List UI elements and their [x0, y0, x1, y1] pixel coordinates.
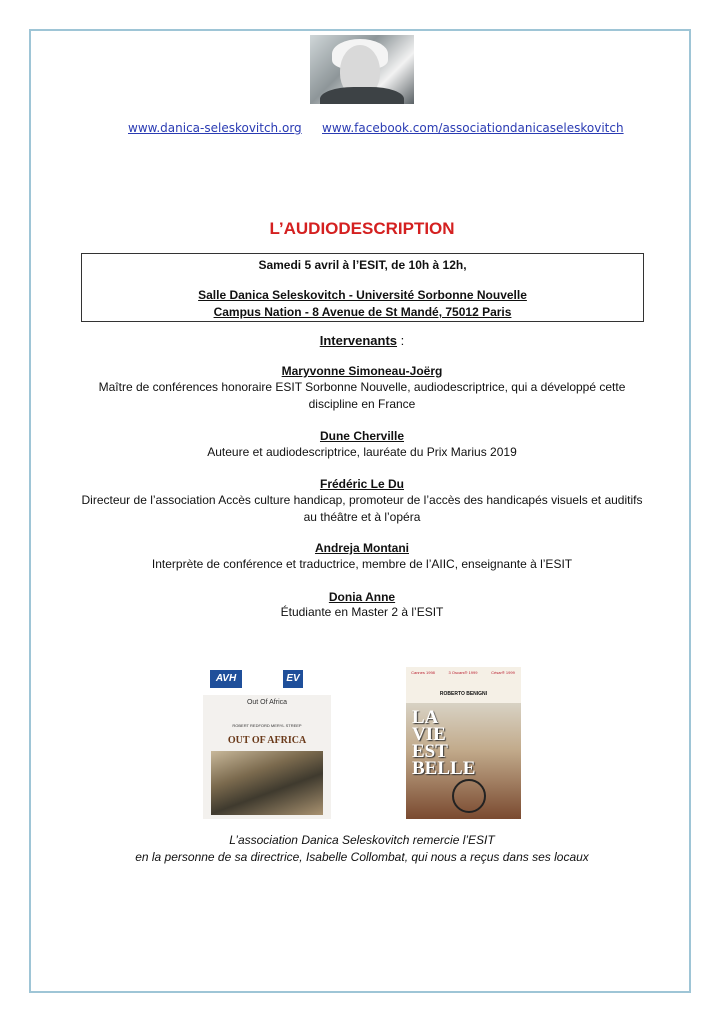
speaker-name: Donia Anne	[328, 590, 396, 604]
portrait-body	[320, 87, 404, 104]
laurel-icon: César® 1999	[491, 670, 515, 675]
speaker-name: Andreja Montani	[314, 541, 409, 555]
page-title: L’AUDIODESCRIPTION	[269, 219, 455, 238]
event-date-line	[82, 258, 643, 272]
event-address: Campus Nation - 8 Avenue de St Mandé, 75012 Paris	[213, 305, 512, 319]
speaker-desc: Étudiante en Master 2 à l’ESIT	[280, 605, 444, 619]
speaker-desc: Interprète de conférence et traductrice, membre de l’AIIC, enseignante à l’ESIT	[151, 557, 573, 571]
event-time: , de 10h à 12h,	[384, 258, 467, 272]
speaker-desc: Auteure et audiodescriptrice, lauréate du Prix Marius 2019	[207, 445, 517, 459]
poster-title-word: BELLE	[412, 758, 476, 779]
poster-title-word: LA	[412, 707, 439, 728]
poster-film-title	[412, 709, 475, 777]
laurel-icon: 3 Oscars® 1999	[448, 670, 478, 675]
event-info-box	[81, 253, 644, 322]
poster-title-word: VIE	[412, 724, 446, 745]
poster-title-word: EST	[412, 741, 448, 762]
thanks-line-2: en la personne de sa directrice, Isabelle Collombat, qui nous a reçus dans ses locaux	[135, 850, 589, 864]
poster-la-vie-est-belle	[406, 667, 521, 819]
bicycle-wheel-icon	[452, 779, 486, 813]
event-date-bold: Samedi 5 avril à l’ESIT	[258, 258, 385, 272]
avh-logo: AVH	[210, 670, 242, 688]
thanks-line-1: L’association Danica Seleskovitch remercie l’ESIT	[229, 833, 495, 847]
speakers-heading-colon: :	[397, 333, 405, 348]
speaker-desc-cont: au théâtre et à l’opéra	[303, 510, 421, 524]
laurel-icon: Cannes 1998	[411, 670, 435, 675]
poster-film-title: OUT OF AFRICA	[227, 735, 307, 746]
portrait-photo	[310, 35, 414, 104]
speaker-name: Dune Cherville	[319, 429, 405, 443]
speaker-desc: Directeur de l’association Accès culture handicap, promoteur de l’accès des handicapés visuels et auditifs	[81, 493, 643, 507]
poster-cast: ROBERT REDFORD MERYL STREEP	[232, 723, 302, 728]
speakers-heading	[0, 333, 724, 348]
poster-names: ROBERTO BENIGNI	[439, 691, 488, 697]
speaker-desc: Maître de conférences honoraire ESIT Sorbonne Nouvelle, audiodescriptrice, qui a développé cette	[98, 380, 626, 394]
poster-subtitle: Out Of Africa	[246, 699, 288, 706]
facebook-link[interactable]: www.facebook.com/associationdanicaseleskovitch	[322, 121, 624, 135]
event-room: Salle Danica Seleskovitch - Université Sorbonne Nouvelle	[198, 288, 527, 302]
speaker-desc-cont: discipline en France	[308, 397, 416, 411]
poster-photo	[211, 751, 323, 815]
website-link[interactable]: www.danica-seleskovitch.org	[128, 121, 302, 135]
speaker-name: Frédéric Le Du	[319, 477, 405, 491]
poster-out-of-africa	[203, 665, 331, 819]
ev-logo: EV	[283, 670, 303, 688]
speaker-name: Maryvonne Simoneau-Joërg	[281, 364, 443, 378]
speakers-heading-label: Intervenants	[319, 333, 398, 348]
